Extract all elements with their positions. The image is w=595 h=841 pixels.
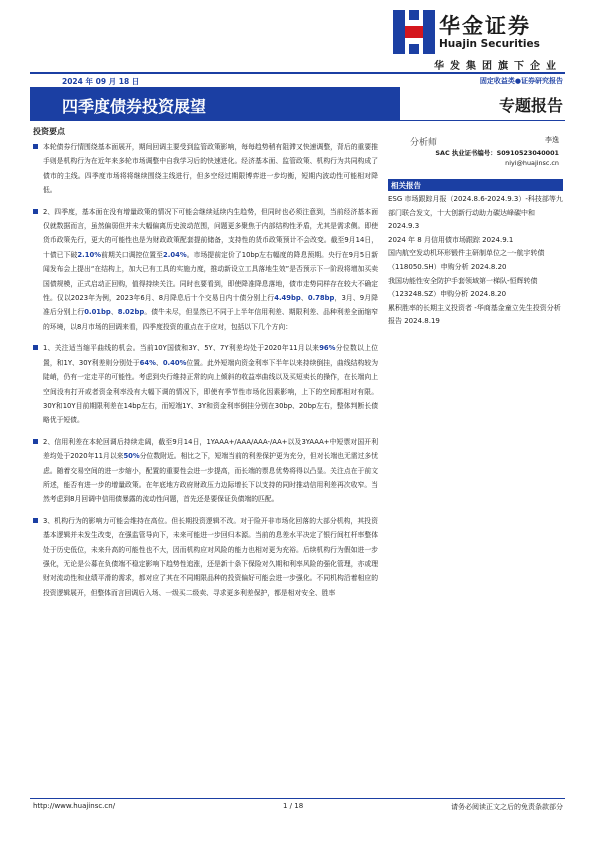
footer-divider	[30, 798, 565, 799]
key-figure: 0.01bp	[84, 308, 111, 317]
footer-url[interactable]: http://www.huajinsc.cn/	[33, 802, 116, 810]
key-figure: 0.40%	[162, 358, 187, 367]
header-divider	[30, 72, 565, 74]
analyst-name: 李逸	[545, 136, 559, 144]
paragraph-text: 1、关注适当缩平曲线的机会。当前10Y国债和3Y、5Y、7Y利差均处于2020年11月以来96%分位数以上位置，和1Y、30Y利差则分别处于64%、0.40%位置。此外短端向资金利率下半年以来持续倒挂，曲线结构较为陡峭，仍有一定走平的可能性。考虑到央行维持正常的向上倾斜的收益率曲线以及买短卖长的操作，在长端向上空间没有打开或者资金利率没有大幅下调的情况下，即使有季节性市场化因素影响，上下的空间都相对有限。30Y和10Y目前期限利差在14bp左右，而短端1Y、3Y和资金利率倒挂分别在30bp、20bp左右，整体判断长债略优于短债。	[43, 344, 379, 425]
related-report-link[interactable]: 国内航空发动机环形锻件主研制单位之一-航宇转债（118050.SH）申购分析 2024.8.20	[388, 249, 545, 271]
report-category: 固定收益类●证券研究报告	[479, 77, 563, 85]
investment-points-heading: 投资要点	[33, 127, 65, 136]
page-number: 1 / 18	[283, 802, 304, 810]
huajin-logo-icon	[393, 10, 435, 54]
report-type: 专题报告	[498, 96, 563, 115]
report-date: 2024 年 09 月 18 日	[62, 77, 140, 86]
company-tagline: 华发集团旗下企业	[434, 61, 562, 72]
key-figure: 50%	[123, 452, 140, 461]
related-report-link[interactable]: 累积胜率的长期主义投资者 -华商基金童立先生投资分析报告 2024.8.19	[388, 303, 561, 326]
brand-logo	[393, 10, 563, 60]
key-figure: 96%	[319, 344, 336, 353]
paragraph-text: 2、信用利差在本轮回调后持续走阔，截至9月14日，1YAAA+/AAA/AAA-/AA+以及3YAAA+中短票对国开利差均处于2020年11月以来50%分位数附近。相比之下，短端当前的利差保护更为充分，但对长端也无需过多忧虑。随着交易空间的进一步缩小，配置的重要性会进一步提高，而长端的票息优势将得以凸显。关注点在于前文所述，能否有进一步的增量政策。在年底地方政府财政压力边际增长下以支持的同时推动信用利差再次收窄。当然考虑到8月回调中信用债暴露的流动性问题，首先还是要保证负债端的匹配。	[43, 437, 378, 504]
paragraph-text: 3、机构行为的影响力可能会维持在高位。但长期投资逻辑不改。对于险开非市场化回落的大部分机构，其投资基本逻辑并未发生改变，在强监管导向下，未来可能进一步回归本源。当前的息差水平决定了银行间杠杆率整体处于历史低位，未来升高的可能性也不大，因而机构应对风险的能力也相对更为充裕。后续机构行为假如进一步强化，无论是公募在负债端不稳定影响下趋势性追涨，还是新十条下保险对久期和利率风险的强化管理，亦或理财对流动性和业绩平滑的需求，都对应了其在不同期限品种的投资偏好可能会进一步强化。不同机构沿着相应的投资逻辑展开，但整体而言回调后入场、一级买二级卖、寻求更多利差保护，都是相对安全、胜率	[43, 516, 378, 597]
paragraph	[33, 341, 378, 427]
paragraph-text: 本轮债券行情围绕基本面展开，期间回调主要受到监管政策影响，每每趋势稍有阻滞又快速调整，背后的重要推手则是机构行为在近年来多轮市场调整中自我学习后的快速进化。经济基本面、监管政策、机构行为共同构成了债市的主线。四季度市场将将继续围绕主线进行，但多空经过期限博弈进一步均衡，短期内波动性可能相对降低。	[43, 143, 378, 195]
brand-name-en: Huajin Securities	[439, 38, 540, 50]
bullet-icon	[33, 345, 38, 350]
analyst-sac-number: SAC 执业证书编号：S0910523040001	[435, 149, 559, 157]
analyst-label: 分析师	[410, 138, 438, 148]
related-report-link[interactable]: ESG 市场跟踪月报（2024.8.6-2024.9.3）-科技部等九部门联合发文，十大创新行动助力碳达峰碳中和 2024.9.3	[388, 195, 563, 231]
paragraph	[33, 514, 378, 600]
key-figure: 64%	[139, 358, 156, 367]
bullet-icon	[33, 209, 38, 214]
analyst-email[interactable]: niyi@huajinsc.cn	[505, 159, 559, 167]
key-figure: 4.49bp	[274, 294, 301, 303]
bullet-icon	[33, 144, 38, 149]
brand-name-cn: 华金证券	[439, 14, 531, 38]
key-figure: 0.78bp	[307, 294, 335, 303]
report-title: 四季度债券投资展望	[62, 97, 207, 116]
key-figure: 2.10%	[77, 250, 102, 259]
related-reports-list	[388, 193, 564, 329]
key-figure: 2.04%	[163, 250, 187, 259]
related-report-link[interactable]: 2024 年 8 月信用债市场跟踪 2024.9.1	[388, 235, 514, 244]
related-reports-title: 相关报告	[391, 181, 421, 190]
paragraph	[33, 435, 378, 507]
paragraph-text: 2、四季度，基本面在没有增量政策的情况下可能会继续延续内生趋势，但同时也必须注意到，当前经济基本面仅就数据而言，虽然偏弱但并未大幅偏离历史波动范围，问题更多聚焦于内部结构性矛盾，尤其是需求侧。即使货币政策先行，更大的可能性也是为财政政策配套提前储备，支持性的货币政策预计不会改变。截至9月14日，十债已下破2.10%前期关口调控位置至2.04%。市场提前定价了10bp左右幅度的降息预期。央行在9月5日新闻发布会上提出“在结构上，加大已有工具的实施力度，推动新设立工具落地生效”是否预示下一阶段将增加买卖国债规模，正式启动正回购，值得持续关注。同时也要看到，即使降准降息落地，债市走势同样存在较大不确定性。仅以2023年为例，2023年6月、8月降息后十个交易日内十债分别上行4.49bp、0.78bp，3月、9月降准后分别上行0.01bp、8.02bp。债牛未尽，但显然已不同于上半年信用利差、期限利差、品种利差全面缩窄的环境，以8月市场的回调来看，四季度投资的重点在于应对，包括以下几个方向：	[43, 207, 379, 331]
footer-disclaimer: 请务必阅读正文之后的免责条款部分	[451, 803, 563, 811]
key-figure: 8.02bp	[117, 308, 145, 317]
bullet-icon	[33, 518, 38, 523]
related-report-link[interactable]: 我国功能性安全防护手套领域第一梯队-恒辉转债（123248.SZ）申购分析 2024.8.20	[388, 276, 538, 299]
title-divider	[30, 120, 565, 121]
paragraph	[33, 205, 378, 335]
bullet-icon	[33, 439, 38, 444]
paragraph	[33, 140, 378, 198]
investment-points-body	[33, 140, 378, 607]
